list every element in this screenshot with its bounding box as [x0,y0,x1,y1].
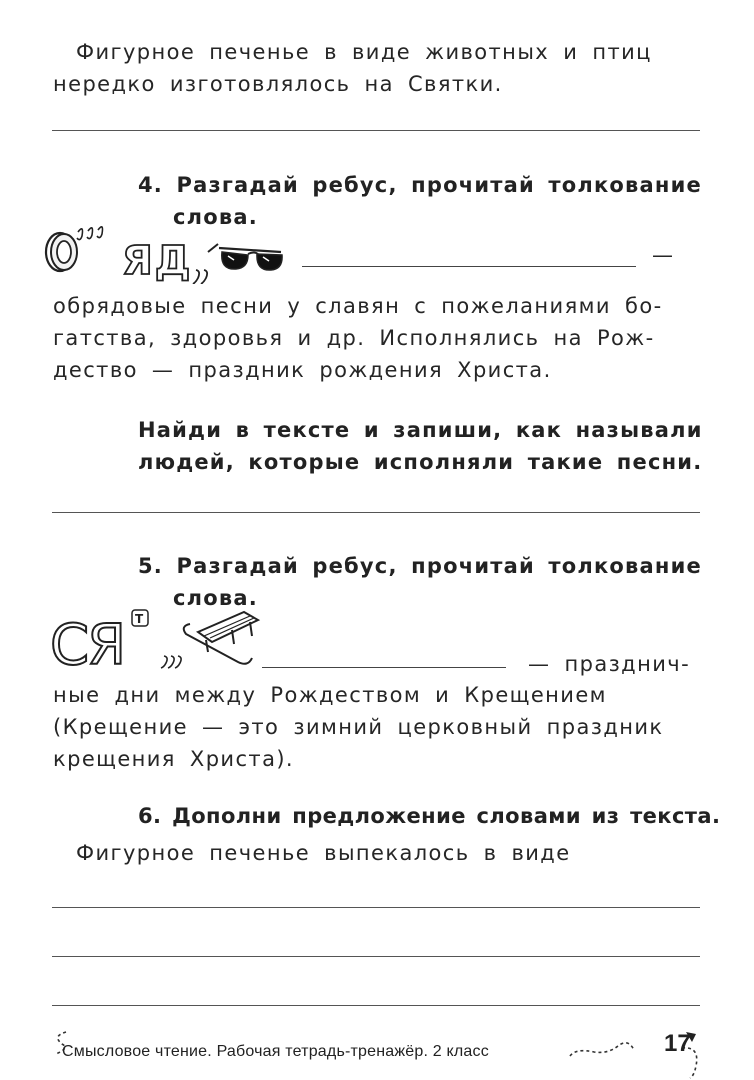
task4-definition-line-2: гатства, здоровья и др. Исполнялись на Рож- [53,326,655,350]
task5-definition-line-0: — празднич- [528,652,691,676]
task4-subtask-line-1: Найди в тексте и запиши, как называли [138,418,703,442]
intro-line-1: Фигурное печенье в виде животных и птиц [76,40,652,64]
rebus-4-comma-marks [193,270,207,284]
rebus-5-small-letter: Т [135,612,144,626]
task5-definition-line-2: (Крещение — это зимний церковный праздник [53,715,664,739]
footer-book-title: Смысловое чтение. Рабочая тетрадь-тренажёр. 2 класс [62,1043,489,1060]
task4-definition-line-1: обрядовые песни у славян с пожеланиями бо- [53,294,663,318]
ring-icon [46,233,77,271]
rebus-5-comma-marks [161,656,181,668]
task5-heading-line-2: слова. [173,586,258,610]
page-number: 17 [664,1030,691,1057]
task4-heading-line-1: 4. Разгадай ребус, прочитай толкование [138,173,702,197]
answer-line-task6-2[interactable] [52,956,700,957]
answer-line-task4[interactable] [52,512,700,513]
task6-heading: 6. Дополни предложение словами из текста. [138,804,721,828]
task4-heading-line-2: слова. [173,205,258,229]
sled-icon [184,612,258,664]
task5-definition-line-1: ные дни между Рождеством и Крещением [53,683,607,707]
task6-sentence: Фигурное печенье выпекалось в виде [76,841,571,865]
rebus-4 [40,214,290,284]
glasses-icon [208,244,282,270]
answer-line-intro[interactable] [52,130,700,131]
answer-line-task6-3[interactable] [52,1005,700,1006]
rebus-5-answer-line[interactable] [262,667,506,668]
rebus-5 [50,606,270,672]
intro-line-2: нередко изготовлялось на Святки. [53,72,503,96]
task4-dash: — [652,243,675,267]
rebus-4-answer-line[interactable] [302,266,636,267]
rebus-4-quote-marks [77,227,103,240]
rebus-5-letters: СЯ [50,613,125,672]
task5-heading-line-1: 5. Разгадай ребус, прочитай толкование [138,554,702,578]
answer-line-task6-1[interactable] [52,907,700,908]
rebus-4-letters: ЯД [122,238,193,284]
task4-subtask-line-2: людей, которые исполняли такие песни. [138,450,703,474]
task4-definition-line-3: дество — праздник рождения Христа. [53,358,552,382]
task5-definition-line-3: крещения Христа). [53,747,294,771]
